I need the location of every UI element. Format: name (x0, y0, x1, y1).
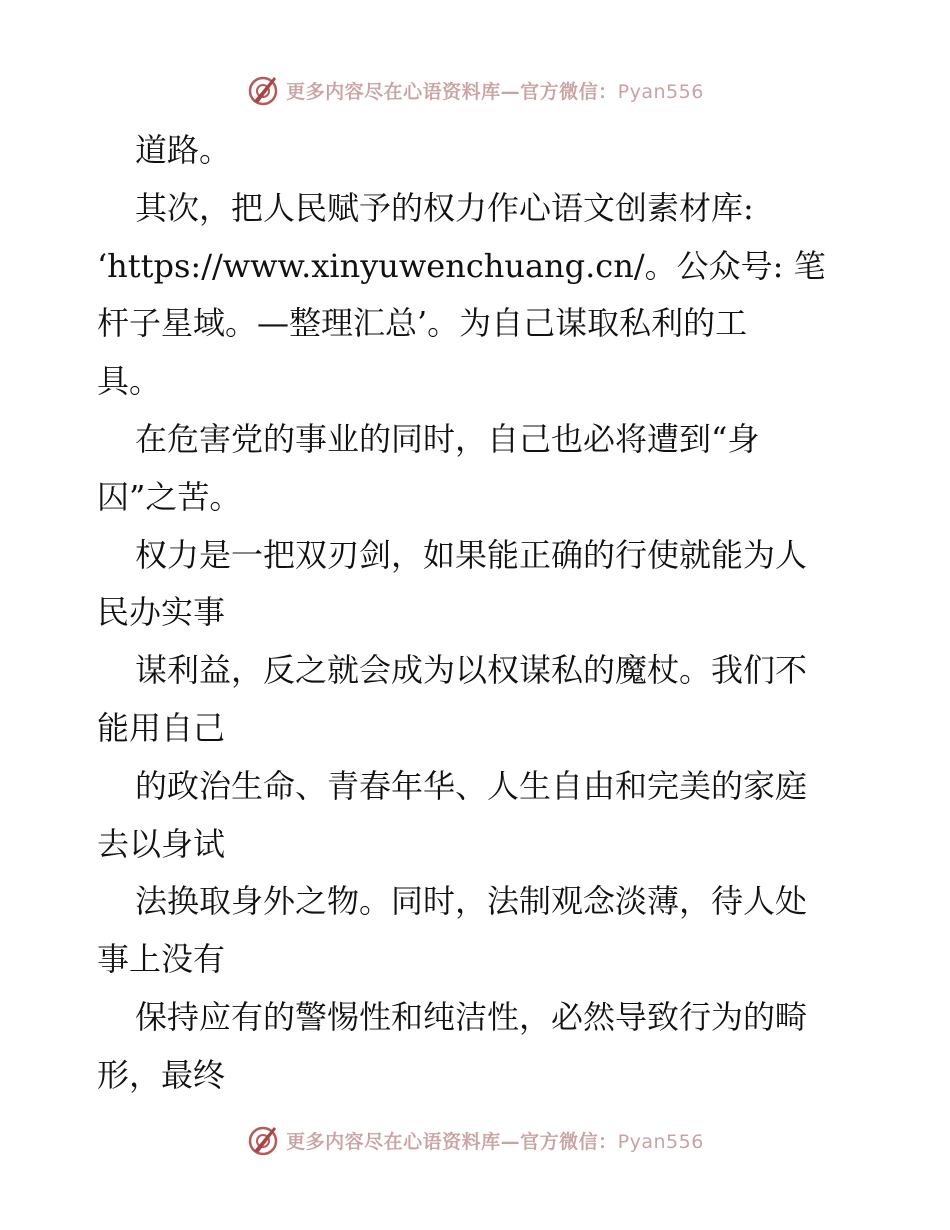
footer-watermark (0, 1120, 950, 1160)
text-line: 具。 (97, 362, 162, 401)
text-line: 保持应有的警惕性和纯洁性，必然导致行为的畸 (135, 997, 808, 1036)
text-line: 能用自己 (97, 708, 226, 747)
text-line: 事上没有 (97, 940, 226, 979)
footer-watermark-text: 更多内容尽在心语资料库—官方微信： (286, 1130, 618, 1153)
footer-watermark-id: Pyan556 (617, 1130, 704, 1153)
header-watermark-id: Pyan556 (617, 80, 704, 103)
text-line: 谋利益，反之就会成为以权谋私的魔杖。我们不 (135, 651, 808, 690)
text-line: 囚”之苦。 (97, 477, 242, 516)
document-body (97, 122, 857, 1105)
text-line: 在危害党的事业的同时，自己也必将遭到“身 (135, 419, 760, 458)
text-line: 其次，把人民赋予的权力作心语文创素材库: (135, 188, 754, 227)
text-line: 法换取身外之物。同时，法制观念淡薄，待人处 (135, 882, 808, 921)
text-line: 杆子星域。—整理汇总’。为自己谋取私利的工 (97, 304, 748, 343)
text-line: 去以身试 (97, 824, 226, 863)
header-watermark (0, 70, 950, 110)
text-line: 民办实事 (97, 593, 226, 632)
text-line: ‘https://www.xinyuwenchuang.cn/。公众号: 笔 (97, 246, 826, 285)
text-line: 形，最终 (97, 1055, 226, 1094)
text-line: 的政治生命、青春年华、人生自由和完美的家庭 (135, 766, 808, 805)
quill-logo-icon (246, 1123, 280, 1157)
text-line: 权力是一把双刃剑，如果能正确的行使就能为人 (135, 535, 808, 574)
text-line: 道路。 (135, 131, 232, 169)
header-watermark-text: 更多内容尽在心语资料库—官方微信： (286, 80, 618, 103)
quill-logo-icon (246, 73, 280, 107)
